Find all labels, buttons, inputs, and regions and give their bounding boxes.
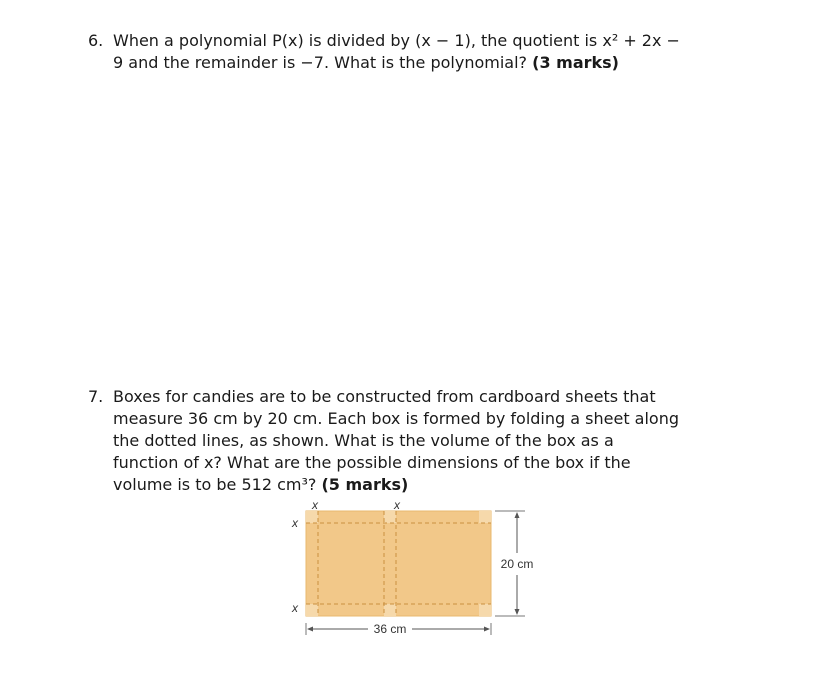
corner-square [306,604,318,616]
question-text [113,30,778,74]
corner-square [479,511,491,523]
height-arrowhead-top [515,512,520,518]
question-number: 7. [88,387,104,406]
height-arrowhead-bottom [515,609,520,615]
x-label-top-middle: x [394,498,400,512]
question-line [113,474,778,496]
corner-square [384,511,396,523]
question-line-text: volume is to be 512 cm³? [113,475,322,494]
width-arrowhead-left [307,627,313,632]
question-line-text: 9 and the remainder is −7. What is the polynomial? [113,53,533,72]
marks-label: (5 marks) [321,475,409,494]
corner-square [384,604,396,616]
width-label: 36 cm [373,622,407,636]
question-line: When a polynomial P(x) is divided by (x − 1), the quotient is x² + 2x − [113,31,680,50]
question-line: function of x? What are the possible dimensions of the box if the [113,453,631,472]
question-text [113,386,778,496]
question-line: measure 36 cm by 20 cm. Each box is formed by folding a sheet along [113,409,680,428]
question-line [113,52,778,74]
question-6 [88,30,778,74]
question-number: 6. [88,31,104,50]
cardboard-sheet-figure [280,495,540,645]
question-line: the dotted lines, as shown. What is the volume of the box as a [113,431,614,450]
x-label-left-top: x [292,516,298,530]
height-dimension [495,511,533,616]
marks-label: (3 marks) [532,53,619,72]
width-arrowhead-right [484,627,490,632]
width-dimension [306,622,491,636]
cardboard-sheet [306,511,491,616]
height-label: 20 cm [500,557,534,571]
question-7 [88,386,778,496]
corner-square [479,604,491,616]
question-line: Boxes for candies are to be constructed from cardboard sheets that [113,387,656,406]
x-label-left-bottom: x [292,601,298,615]
corner-square [306,511,318,523]
x-label-top-left: x [312,498,318,512]
